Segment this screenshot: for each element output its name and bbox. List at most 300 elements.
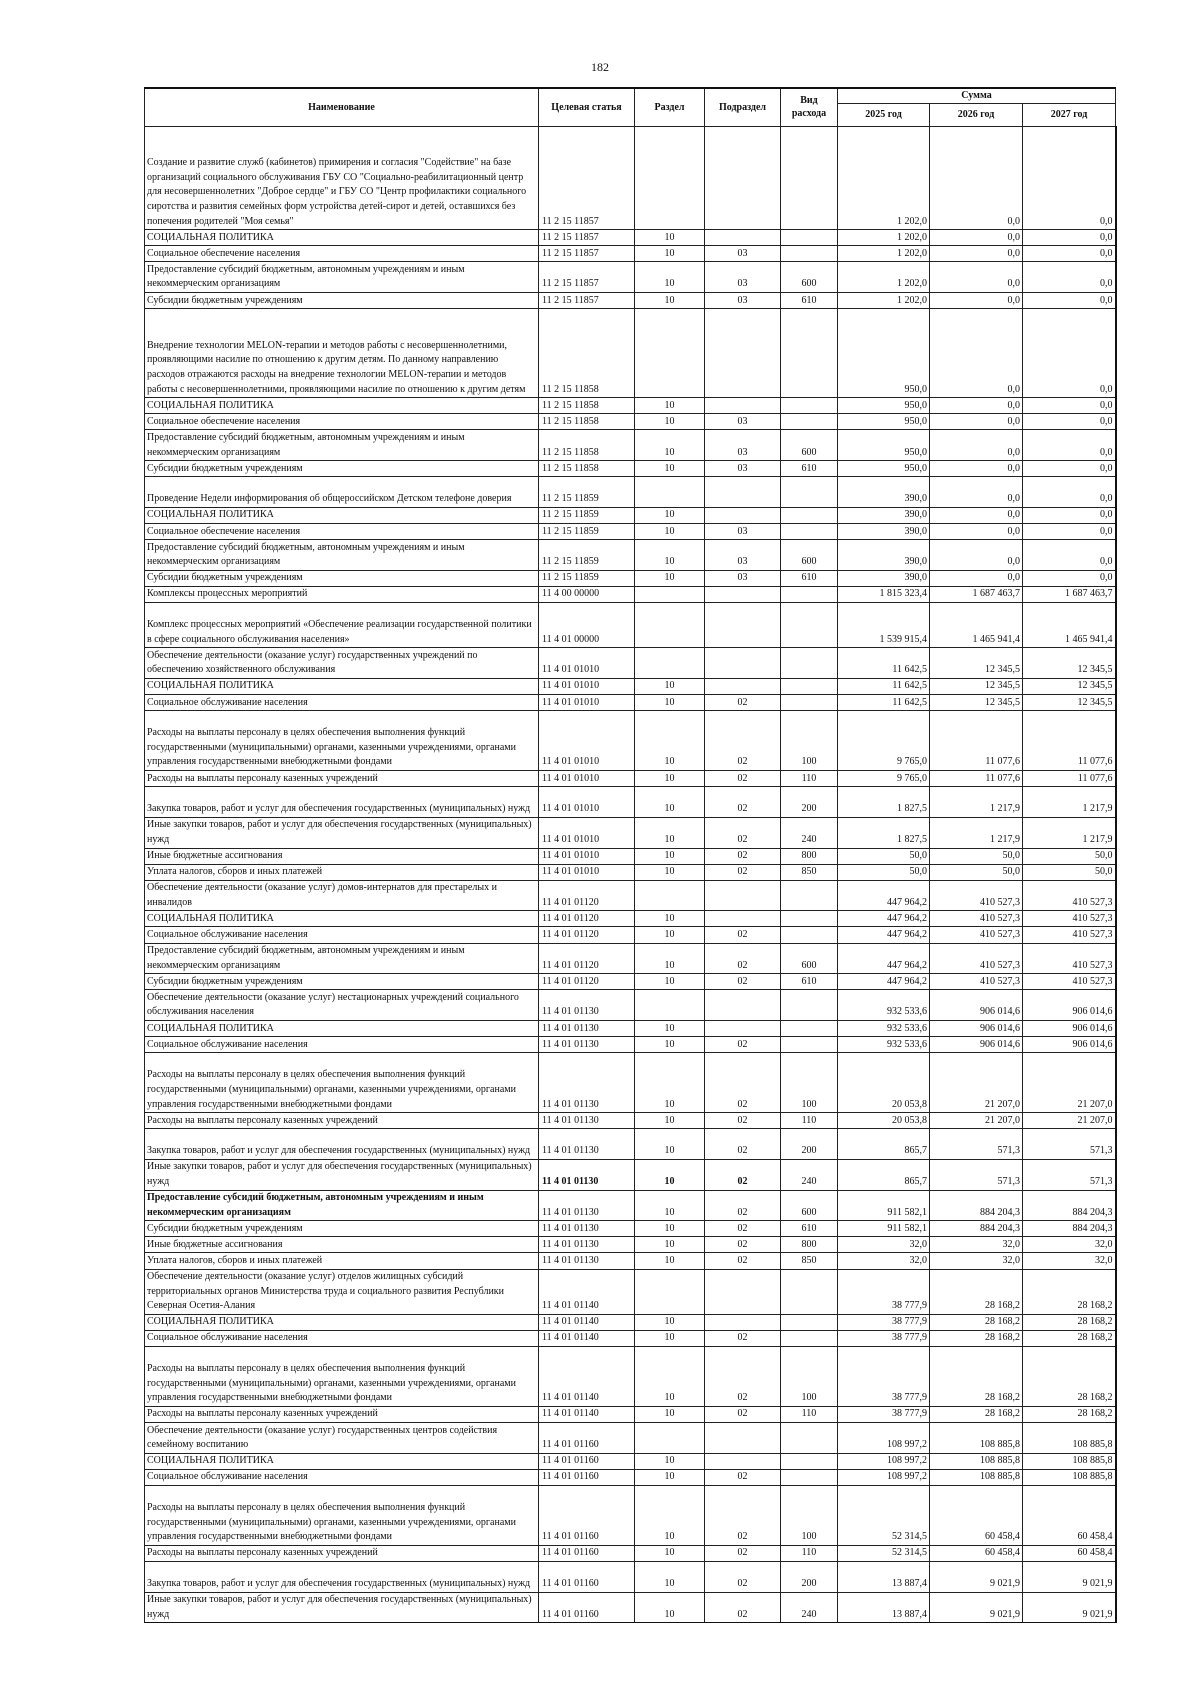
row-sum-2027: 410 527,3 [1023, 880, 1116, 911]
row-target-article: 11 4 01 01010 [539, 678, 635, 694]
row-name: Расходы на выплаты персоналу казенных учреждений [145, 1113, 539, 1129]
row-sum-2027: 12 345,5 [1023, 648, 1116, 679]
row-sum-2025: 950,0 [838, 414, 930, 430]
row-name: Предоставление субсидий бюджетным, автономным учреждениям и иным некоммерческим организациям [145, 943, 539, 974]
row-sum-2027: 60 458,4 [1023, 1545, 1116, 1561]
row-target-article: 11 4 01 01160 [539, 1592, 635, 1623]
row-expense-type [781, 1269, 838, 1314]
row-expense-type [781, 414, 838, 430]
row-sum-2026: 28 168,2 [930, 1330, 1023, 1346]
row-subsection: 03 [705, 246, 781, 262]
row-subsection: 03 [705, 293, 781, 309]
row-target-article: 11 4 01 01010 [539, 711, 635, 771]
row-subsection [705, 507, 781, 523]
row-target-article: 11 4 01 01160 [539, 1453, 635, 1469]
row-target-article: 11 4 01 01160 [539, 1469, 635, 1485]
row-sum-2027: 50,0 [1023, 864, 1116, 880]
row-section: 10 [635, 1406, 705, 1422]
row-sum-2025: 20 053,8 [838, 1113, 930, 1129]
row-subsection: 03 [705, 540, 781, 571]
row-sum-2027: 571,3 [1023, 1159, 1116, 1190]
row-subsection: 03 [705, 430, 781, 461]
row-section: 10 [635, 461, 705, 477]
table-row [145, 1159, 1116, 1190]
row-target-article: 11 2 15 11859 [539, 524, 635, 540]
row-sum-2026: 0,0 [930, 507, 1023, 523]
row-sum-2027: 28 168,2 [1023, 1330, 1116, 1346]
row-sum-2025: 13 887,4 [838, 1592, 930, 1623]
row-sum-2027: 0,0 [1023, 430, 1116, 461]
row-expense-type: 800 [781, 1237, 838, 1253]
row-sum-2025: 911 582,1 [838, 1190, 930, 1221]
row-target-article: 11 2 15 11857 [539, 230, 635, 246]
row-sum-2025: 1 539 915,4 [838, 602, 930, 647]
row-name: Предоставление субсидий бюджетным, автономным учреждениям и иным некоммерческим организациям [145, 540, 539, 571]
header-expense-type: Вид расхода [781, 88, 838, 126]
row-sum-2026: 1 465 941,4 [930, 602, 1023, 647]
row-sum-2026: 60 458,4 [930, 1545, 1023, 1561]
row-sum-2026: 0,0 [930, 461, 1023, 477]
row-section: 10 [635, 540, 705, 571]
table-row [145, 943, 1116, 974]
row-name: Социальное обеспечение населения [145, 414, 539, 430]
row-name: Субсидии бюджетным учреждениям [145, 570, 539, 586]
row-sum-2025: 390,0 [838, 507, 930, 523]
row-sum-2026: 60 458,4 [930, 1485, 1023, 1545]
table-row [145, 817, 1116, 848]
row-sum-2025: 932 533,6 [838, 990, 930, 1021]
row-sum-2027: 0,0 [1023, 309, 1116, 398]
row-expense-type: 200 [781, 787, 838, 818]
row-subsection: 03 [705, 262, 781, 293]
row-section: 10 [635, 1592, 705, 1623]
header-year-2026: 2026 год [930, 103, 1023, 126]
table-row [145, 586, 1116, 602]
table-row [145, 911, 1116, 927]
row-sum-2025: 38 777,9 [838, 1406, 930, 1422]
row-subsection: 03 [705, 524, 781, 540]
row-sum-2026: 0,0 [930, 540, 1023, 571]
row-subsection: 02 [705, 695, 781, 711]
row-section: 10 [635, 1253, 705, 1269]
row-sum-2025: 52 314,5 [838, 1545, 930, 1561]
row-sum-2025: 932 533,6 [838, 1037, 930, 1053]
row-name: Расходы на выплаты персоналу казенных учреждений [145, 1406, 539, 1422]
row-name: Обеспечение деятельности (оказание услуг) домов-интернатов для престарелых и инвалидов [145, 880, 539, 911]
row-expense-type [781, 695, 838, 711]
row-section: 10 [635, 1314, 705, 1330]
row-sum-2027: 0,0 [1023, 477, 1116, 508]
row-expense-type: 610 [781, 570, 838, 586]
row-sum-2026: 0,0 [930, 524, 1023, 540]
row-sum-2025: 865,7 [838, 1159, 930, 1190]
row-name: Предоставление субсидий бюджетным, автономным учреждениям и иным некоммерческим организациям [145, 430, 539, 461]
table-row [145, 1221, 1116, 1237]
row-section: 10 [635, 864, 705, 880]
row-subsection: 02 [705, 1159, 781, 1190]
row-expense-type: 100 [781, 711, 838, 771]
row-expense-type [781, 1021, 838, 1037]
table-row [145, 974, 1116, 990]
row-sum-2026: 9 021,9 [930, 1592, 1023, 1623]
header-year-2027: 2027 год [1023, 103, 1116, 126]
row-target-article: 11 4 01 01130 [539, 1190, 635, 1221]
row-target-article: 11 2 15 11857 [539, 126, 635, 230]
row-name: Внедрение технологии MELON-терапии и методов работы с несовершеннолетними, проявляющими насилие по отношению к другим детям. По данному направлению расходов отражаются расходы на внедрение технологии MELON-терапии и методов работы с несовершеннолетними, проявляющими насилие по отношению к другим детям [145, 309, 539, 398]
table-row [145, 1253, 1116, 1269]
row-section: 10 [635, 1053, 705, 1113]
row-subsection [705, 1423, 781, 1454]
row-name: Субсидии бюджетным учреждениям [145, 461, 539, 477]
row-target-article: 11 4 01 01130 [539, 1113, 635, 1129]
row-target-article: 11 4 01 01010 [539, 648, 635, 679]
row-section [635, 126, 705, 230]
table-row [145, 1037, 1116, 1053]
table-row [145, 1423, 1116, 1454]
row-sum-2025: 38 777,9 [838, 1347, 930, 1407]
row-subsection: 02 [705, 1330, 781, 1346]
row-section: 10 [635, 943, 705, 974]
row-subsection [705, 126, 781, 230]
table-row [145, 771, 1116, 787]
row-target-article: 11 4 01 00000 [539, 602, 635, 647]
row-sum-2027: 884 204,3 [1023, 1221, 1116, 1237]
row-sum-2025: 38 777,9 [838, 1330, 930, 1346]
row-name: СОЦИАЛЬНАЯ ПОЛИТИКА [145, 678, 539, 694]
row-target-article: 11 4 01 01120 [539, 974, 635, 990]
table-row [145, 848, 1116, 864]
row-name: Социальное обеспечение населения [145, 246, 539, 262]
row-name: Субсидии бюджетным учреждениям [145, 1221, 539, 1237]
row-sum-2026: 571,3 [930, 1159, 1023, 1190]
row-sum-2025: 950,0 [838, 461, 930, 477]
row-sum-2025: 20 053,8 [838, 1053, 930, 1113]
row-sum-2025: 13 887,4 [838, 1561, 930, 1592]
row-subsection: 02 [705, 864, 781, 880]
row-expense-type: 100 [781, 1485, 838, 1545]
row-sum-2026: 28 168,2 [930, 1314, 1023, 1330]
table-row [145, 507, 1116, 523]
row-section: 10 [635, 414, 705, 430]
row-section: 10 [635, 1237, 705, 1253]
row-target-article: 11 4 01 01130 [539, 990, 635, 1021]
row-section: 10 [635, 1469, 705, 1485]
row-sum-2027: 12 345,5 [1023, 678, 1116, 694]
row-subsection [705, 880, 781, 911]
header-section: Раздел [635, 88, 705, 126]
row-section: 10 [635, 1159, 705, 1190]
row-section: 10 [635, 1347, 705, 1407]
table-row [145, 1347, 1116, 1407]
row-subsection [705, 990, 781, 1021]
row-target-article: 11 4 01 01010 [539, 817, 635, 848]
row-subsection: 03 [705, 461, 781, 477]
row-target-article: 11 2 15 11857 [539, 262, 635, 293]
row-target-article: 11 4 01 01130 [539, 1237, 635, 1253]
row-expense-type: 110 [781, 1545, 838, 1561]
row-sum-2027: 410 527,3 [1023, 943, 1116, 974]
row-sum-2027: 410 527,3 [1023, 911, 1116, 927]
table-row [145, 293, 1116, 309]
row-section: 10 [635, 1037, 705, 1053]
row-expense-type: 240 [781, 817, 838, 848]
row-sum-2025: 11 642,5 [838, 695, 930, 711]
row-target-article: 11 2 15 11858 [539, 461, 635, 477]
row-sum-2025: 390,0 [838, 570, 930, 586]
row-name: СОЦИАЛЬНАЯ ПОЛИТИКА [145, 1314, 539, 1330]
row-sum-2026: 1 687 463,7 [930, 586, 1023, 602]
row-target-article: 11 4 01 01140 [539, 1314, 635, 1330]
row-sum-2027: 21 207,0 [1023, 1113, 1116, 1129]
row-subsection: 02 [705, 1469, 781, 1485]
row-section [635, 1269, 705, 1314]
row-section: 10 [635, 974, 705, 990]
row-expense-type: 240 [781, 1159, 838, 1190]
table-row [145, 126, 1116, 230]
row-subsection: 02 [705, 927, 781, 943]
row-subsection: 02 [705, 1561, 781, 1592]
row-target-article: 11 4 00 00000 [539, 586, 635, 602]
row-name: Социальное обслуживание населения [145, 1469, 539, 1485]
row-subsection [705, 586, 781, 602]
row-target-article: 11 2 15 11857 [539, 293, 635, 309]
row-subsection [705, 911, 781, 927]
table-row [145, 524, 1116, 540]
row-sum-2025: 38 777,9 [838, 1269, 930, 1314]
row-sum-2025: 11 642,5 [838, 648, 930, 679]
row-target-article: 11 4 01 01160 [539, 1423, 635, 1454]
row-sum-2026: 108 885,8 [930, 1469, 1023, 1485]
header-subsection: Подраздел [705, 88, 781, 126]
row-subsection [705, 477, 781, 508]
row-target-article: 11 2 15 11859 [539, 507, 635, 523]
table-row [145, 230, 1116, 246]
row-sum-2025: 108 997,2 [838, 1423, 930, 1454]
row-name: СОЦИАЛЬНАЯ ПОЛИТИКА [145, 1021, 539, 1037]
row-sum-2027: 0,0 [1023, 126, 1116, 230]
budget-table [144, 87, 1117, 1623]
row-expense-type: 600 [781, 430, 838, 461]
row-target-article: 11 4 01 01130 [539, 1037, 635, 1053]
row-section [635, 990, 705, 1021]
row-target-article: 11 4 01 01010 [539, 695, 635, 711]
row-target-article: 11 4 01 01120 [539, 880, 635, 911]
row-sum-2025: 950,0 [838, 309, 930, 398]
row-sum-2027: 1 687 463,7 [1023, 586, 1116, 602]
row-sum-2026: 12 345,5 [930, 648, 1023, 679]
row-target-article: 11 4 01 01130 [539, 1129, 635, 1160]
row-target-article: 11 4 01 01140 [539, 1406, 635, 1422]
row-subsection: 03 [705, 414, 781, 430]
row-section [635, 1423, 705, 1454]
row-name: Комплексы процессных мероприятий [145, 586, 539, 602]
row-name: Социальное обслуживание населения [145, 695, 539, 711]
table-body [145, 126, 1116, 1623]
row-sum-2027: 50,0 [1023, 848, 1116, 864]
row-section [635, 648, 705, 679]
row-sum-2027: 0,0 [1023, 461, 1116, 477]
row-sum-2027: 0,0 [1023, 507, 1116, 523]
row-sum-2025: 52 314,5 [838, 1485, 930, 1545]
row-sum-2026: 50,0 [930, 864, 1023, 880]
row-sum-2027: 884 204,3 [1023, 1190, 1116, 1221]
row-expense-type: 850 [781, 1253, 838, 1269]
table-row [145, 1561, 1116, 1592]
row-target-article: 11 2 15 11858 [539, 430, 635, 461]
row-expense-type [781, 507, 838, 523]
row-section [635, 602, 705, 647]
row-subsection: 02 [705, 974, 781, 990]
row-sum-2025: 447 964,2 [838, 911, 930, 927]
row-sum-2026: 0,0 [930, 414, 1023, 430]
row-expense-type: 200 [781, 1561, 838, 1592]
row-name: Уплата налогов, сборов и иных платежей [145, 864, 539, 880]
row-sum-2026: 0,0 [930, 430, 1023, 461]
row-sum-2025: 390,0 [838, 477, 930, 508]
row-name: Социальное обслуживание населения [145, 927, 539, 943]
table-row [145, 1469, 1116, 1485]
row-sum-2027: 28 168,2 [1023, 1269, 1116, 1314]
row-name: Расходы на выплаты персоналу в целях обеспечения выполнения функций государственными (муниципальными) органами, казенными учреждениями, органами управления государственными внебюджетными фондами [145, 1347, 539, 1407]
row-sum-2027: 9 021,9 [1023, 1592, 1116, 1623]
row-target-article: 11 2 15 11859 [539, 570, 635, 586]
row-sum-2025: 911 582,1 [838, 1221, 930, 1237]
row-sum-2026: 50,0 [930, 848, 1023, 864]
row-sum-2027: 410 527,3 [1023, 927, 1116, 943]
row-sum-2027: 1 217,9 [1023, 787, 1116, 818]
table-row [145, 602, 1116, 647]
row-sum-2027: 410 527,3 [1023, 974, 1116, 990]
header-year-2025: 2025 год [838, 103, 930, 126]
row-expense-type [781, 246, 838, 262]
table-row [145, 1269, 1116, 1314]
table-row [145, 1314, 1116, 1330]
row-sum-2026: 28 168,2 [930, 1347, 1023, 1407]
row-section: 10 [635, 817, 705, 848]
row-name: Создание и развитие служб (кабинетов) примирения и согласия "Содействие" на базе организаций социального обслуживания ГБУ СО "Социально-реабилитационный центр для несовершеннолетних "Доброе сердце" и ГБУ СО "Центр профилактики социального сиротства и развития семейных форм устройства детей-сирот и детей, оставшихся без попечения родителей "Моя семья" [145, 126, 539, 230]
table-row [145, 246, 1116, 262]
row-section: 10 [635, 927, 705, 943]
page-number: 182 [591, 60, 609, 74]
row-target-article: 11 2 15 11857 [539, 246, 635, 262]
row-name: Иные закупки товаров, работ и услуг для обеспечения государственных (муниципальных) нужд [145, 1592, 539, 1623]
row-name: Расходы на выплаты персоналу казенных учреждений [145, 1545, 539, 1561]
row-sum-2026: 884 204,3 [930, 1190, 1023, 1221]
row-sum-2027: 571,3 [1023, 1129, 1116, 1160]
row-sum-2026: 410 527,3 [930, 943, 1023, 974]
row-target-article: 11 4 01 01130 [539, 1253, 635, 1269]
row-section: 10 [635, 911, 705, 927]
row-sum-2026: 11 077,6 [930, 711, 1023, 771]
row-section: 10 [635, 293, 705, 309]
table-row [145, 990, 1116, 1021]
row-target-article: 11 4 01 01120 [539, 911, 635, 927]
row-section: 10 [635, 848, 705, 864]
table-row [145, 864, 1116, 880]
row-expense-type: 850 [781, 864, 838, 880]
row-section: 10 [635, 787, 705, 818]
row-sum-2026: 0,0 [930, 126, 1023, 230]
row-target-article: 11 4 01 01130 [539, 1221, 635, 1237]
row-sum-2026: 410 527,3 [930, 974, 1023, 990]
row-target-article: 11 4 01 01160 [539, 1545, 635, 1561]
row-subsection: 02 [705, 817, 781, 848]
row-expense-type [781, 1469, 838, 1485]
row-name: СОЦИАЛЬНАЯ ПОЛИТИКА [145, 1453, 539, 1469]
row-section: 10 [635, 1561, 705, 1592]
row-sum-2026: 108 885,8 [930, 1453, 1023, 1469]
row-sum-2027: 906 014,6 [1023, 1021, 1116, 1037]
row-section: 10 [635, 1221, 705, 1237]
row-sum-2027: 0,0 [1023, 230, 1116, 246]
table-row [145, 570, 1116, 586]
table-row [145, 1053, 1116, 1113]
table-row [145, 1330, 1116, 1346]
row-sum-2026: 410 527,3 [930, 880, 1023, 911]
row-expense-type: 610 [781, 461, 838, 477]
row-name: Социальное обслуживание населения [145, 1330, 539, 1346]
row-expense-type: 110 [781, 1113, 838, 1129]
table-row [145, 1129, 1116, 1160]
row-sum-2027: 11 077,6 [1023, 711, 1116, 771]
row-name: Расходы на выплаты персоналу в целях обеспечения выполнения функций государственными (муниципальными) органами, казенными учреждениями, органами управления государственными внебюджетными фондами [145, 1053, 539, 1113]
row-expense-type: 610 [781, 974, 838, 990]
row-target-article: 11 2 15 11859 [539, 540, 635, 571]
row-subsection: 02 [705, 1406, 781, 1422]
row-target-article: 11 2 15 11858 [539, 414, 635, 430]
row-sum-2027: 1 217,9 [1023, 817, 1116, 848]
row-sum-2026: 9 021,9 [930, 1561, 1023, 1592]
row-sum-2027: 906 014,6 [1023, 1037, 1116, 1053]
row-expense-type [781, 1037, 838, 1053]
row-sum-2027: 108 885,8 [1023, 1423, 1116, 1454]
row-name: Обеспечение деятельности (оказание услуг) государственных центров содействия семейному воспитанию [145, 1423, 539, 1454]
row-sum-2026: 906 014,6 [930, 1021, 1023, 1037]
row-target-article: 11 4 01 01120 [539, 927, 635, 943]
row-sum-2027: 32,0 [1023, 1253, 1116, 1269]
row-expense-type [781, 602, 838, 647]
row-subsection [705, 678, 781, 694]
row-expense-type [781, 678, 838, 694]
row-target-article: 11 2 15 11858 [539, 398, 635, 414]
row-sum-2025: 108 997,2 [838, 1469, 930, 1485]
row-sum-2026: 906 014,6 [930, 1037, 1023, 1053]
row-subsection [705, 1453, 781, 1469]
row-name: Закупка товаров, работ и услуг для обеспечения государственных (муниципальных) нужд [145, 1561, 539, 1592]
row-target-article: 11 4 01 01010 [539, 787, 635, 818]
row-section: 10 [635, 524, 705, 540]
row-section: 10 [635, 570, 705, 586]
row-sum-2025: 1 202,0 [838, 262, 930, 293]
row-expense-type: 100 [781, 1347, 838, 1407]
row-subsection [705, 1021, 781, 1037]
row-expense-type: 600 [781, 540, 838, 571]
row-name: Закупка товаров, работ и услуг для обеспечения государственных (муниципальных) нужд [145, 787, 539, 818]
row-sum-2026: 0,0 [930, 477, 1023, 508]
row-section: 10 [635, 1129, 705, 1160]
table-row [145, 1113, 1116, 1129]
row-sum-2026: 410 527,3 [930, 911, 1023, 927]
row-section: 10 [635, 1453, 705, 1469]
row-sum-2025: 1 202,0 [838, 293, 930, 309]
row-subsection: 02 [705, 1592, 781, 1623]
row-sum-2026: 11 077,6 [930, 771, 1023, 787]
row-expense-type: 100 [781, 1053, 838, 1113]
row-name: Иные закупки товаров, работ и услуг для обеспечения государственных (муниципальных) нужд [145, 817, 539, 848]
row-subsection: 02 [705, 771, 781, 787]
row-sum-2025: 32,0 [838, 1253, 930, 1269]
row-expense-type: 200 [781, 1129, 838, 1160]
